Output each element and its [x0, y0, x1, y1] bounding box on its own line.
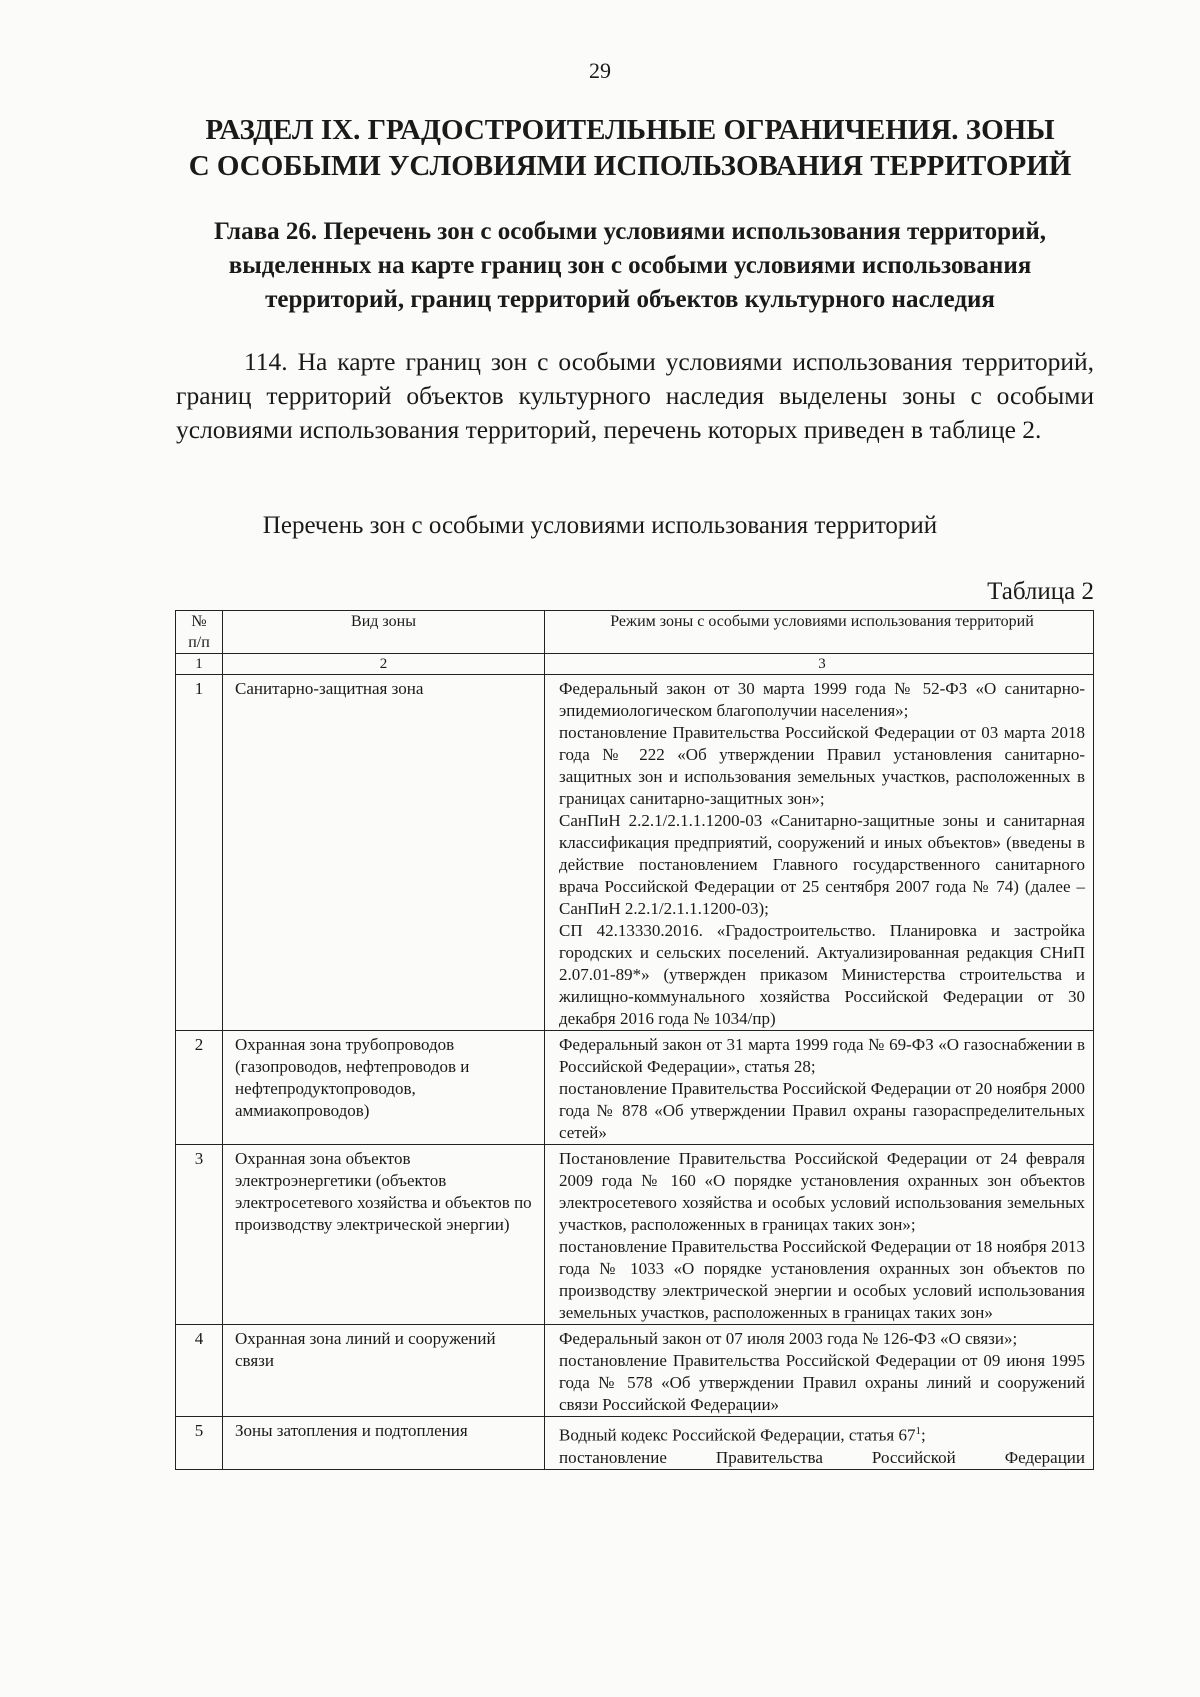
regime-item: постановление Правительства Российской Федерации: [559, 1447, 1085, 1467]
row-num: 5: [176, 1417, 223, 1470]
regime-item: постановление Правительства Российской Федерации от 09 июня 1995 года № 578 «Об утверждении Правил охраны линий и сооружений связи Российской Федерации»: [559, 1351, 1085, 1414]
regime-item: Федеральный закон от 31 марта 1999 года № 69-ФЗ «О газоснабжении в Российской Федерации», статья 28;: [559, 1035, 1085, 1076]
regime-item: постановление Правительства Российской Федерации от 03 марта 2018 года № 222 «Об утверждении Правил установления санитарно-защитных зон и использования земельных участков, расположенных в границах санитарно-защитных зон»;: [559, 723, 1085, 808]
chapter-title-line-2: выделенных на карте границ зон с особыми условиями использования: [228, 252, 1032, 279]
row-num: 4: [176, 1325, 223, 1417]
regime-superscript: 1: [915, 1425, 921, 1437]
column-number-row: [176, 654, 1094, 675]
table-row: [176, 1325, 1094, 1417]
header-num-line-2: п/п: [188, 634, 210, 651]
section-title-line-1: РАЗДЕЛ IX. ГРАДОСТРОИТЕЛЬНЫЕ ОГРАНИЧЕНИЯ. ЗОНЫ: [205, 114, 1055, 146]
zone-regime: [545, 1417, 1094, 1470]
column-number: 1: [176, 654, 223, 675]
chapter-title: [170, 215, 1090, 317]
regime-tail: ;: [920, 1425, 926, 1445]
header-regime: Режим зоны с особыми условиями использования территорий: [545, 611, 1094, 654]
regime-item: постановление Правительства Российской Федерации от 20 ноября 2000 года № 878 «Об утверждении Правил охраны газораспределительных сетей»: [559, 1079, 1085, 1142]
zone-regime: [545, 1031, 1094, 1145]
regime-item: Федеральный закон от 07 июля 2003 года № 126-ФЗ «О связи»;: [559, 1329, 1018, 1348]
zone-kind: Зоны затопления и подтопления: [223, 1417, 545, 1470]
table-row: [176, 1031, 1094, 1145]
chapter-title-line-3: территорий, границ территорий объектов культурного наследия: [265, 286, 995, 313]
zone-kind: Охранная зона трубопроводов (газопроводов, нефтепроводов и нефтепродуктопроводов, аммиакопроводов): [223, 1031, 545, 1145]
table-label: Таблица 2: [987, 578, 1094, 605]
header-num-line-1: №: [191, 613, 207, 630]
regime-item: Постановление Правительства Российской Федерации от 24 февраля 2009 года № 160 «О порядке установления охранных зон объектов электросетевого хозяйства и особых условий использования земельных участков, расположенных в границах таких зон»;: [559, 1149, 1085, 1234]
section-title-line-2: С ОСОБЫМИ УСЛОВИЯМИ ИСПОЛЬЗОВАНИЯ ТЕРРИТОРИЙ: [188, 150, 1072, 182]
section-title: [180, 112, 1080, 184]
zone-kind: Охранная зона объектов электроэнергетики (объектов электросетевого хозяйства и объектов по производству электрической энергии): [223, 1145, 545, 1325]
regime-item: СанПиН 2.2.1/2.1.1.1200-03 «Санитарно-защитные зоны и санитарная классификация предприятий, сооружений и иных объектов» (введены в действие постановлением Главного государственного санитарного врача Российской Федерации от 25 сентября 2007 года № 74) (далее – СанПиН 2.2.1/2.1.1.1200-03);: [559, 811, 1085, 918]
table-caption: Перечень зон с особыми условиями использования территорий: [262, 512, 938, 539]
paragraph-114: 114. На карте границ зон с особыми условиями использования территорий, границ территорий объектов культурного наследия выделены зоны с особыми условиями использования территорий, перечень которых приведен в таблице 2.: [176, 347, 1094, 444]
header-num: [176, 611, 223, 654]
regime-item: Федеральный закон от 30 марта 1999 года № 52-ФЗ «О санитарно-эпидемиологическом благополучии населения»;: [559, 679, 1085, 720]
zone-kind: Санитарно-защитная зона: [223, 675, 545, 1031]
row-num: 1: [176, 675, 223, 1031]
row-num: 2: [176, 1031, 223, 1145]
row-num: 3: [176, 1145, 223, 1325]
page-number: 29: [589, 58, 611, 83]
zone-regime: [545, 675, 1094, 1031]
zone-kind: Охранная зона линий и сооружений связи: [223, 1325, 545, 1417]
header-kind: Вид зоны: [223, 611, 545, 654]
column-number: 3: [545, 654, 1094, 675]
regime-item: СП 42.13330.2016. «Градостроительство. Планировка и застройка городских и сельских поселений. Актуализированная редакция СНиП 2.07.01-89*» (утвержден приказом Министерства строительства и жилищно-коммунального хозяйства Российской Федерации от 30 декабря 2016 года № 1034/пр): [559, 921, 1085, 1028]
table-header-row: [176, 611, 1094, 654]
table-row: [176, 1417, 1094, 1470]
table-row: [176, 675, 1094, 1031]
table-row: [176, 1145, 1094, 1325]
regime-item: постановление Правительства Российской Федерации от 18 ноября 2013 года № 1033 «О порядке установления охранных зон объектов по производству электрической энергии и особых условий использования земельных участков, расположенных в границах таких зон»: [559, 1237, 1085, 1322]
chapter-title-line-1: Глава 26. Перечень зон с особыми условиями использования территорий,: [213, 218, 1047, 245]
zone-regime: [545, 1325, 1094, 1417]
regime-main-text: Водный кодекс Российской Федерации, статья 67: [559, 1425, 916, 1445]
regime-item: [559, 1420, 1085, 1447]
zone-regime: [545, 1145, 1094, 1325]
zones-table: [175, 610, 1094, 1470]
column-number: 2: [223, 654, 545, 675]
